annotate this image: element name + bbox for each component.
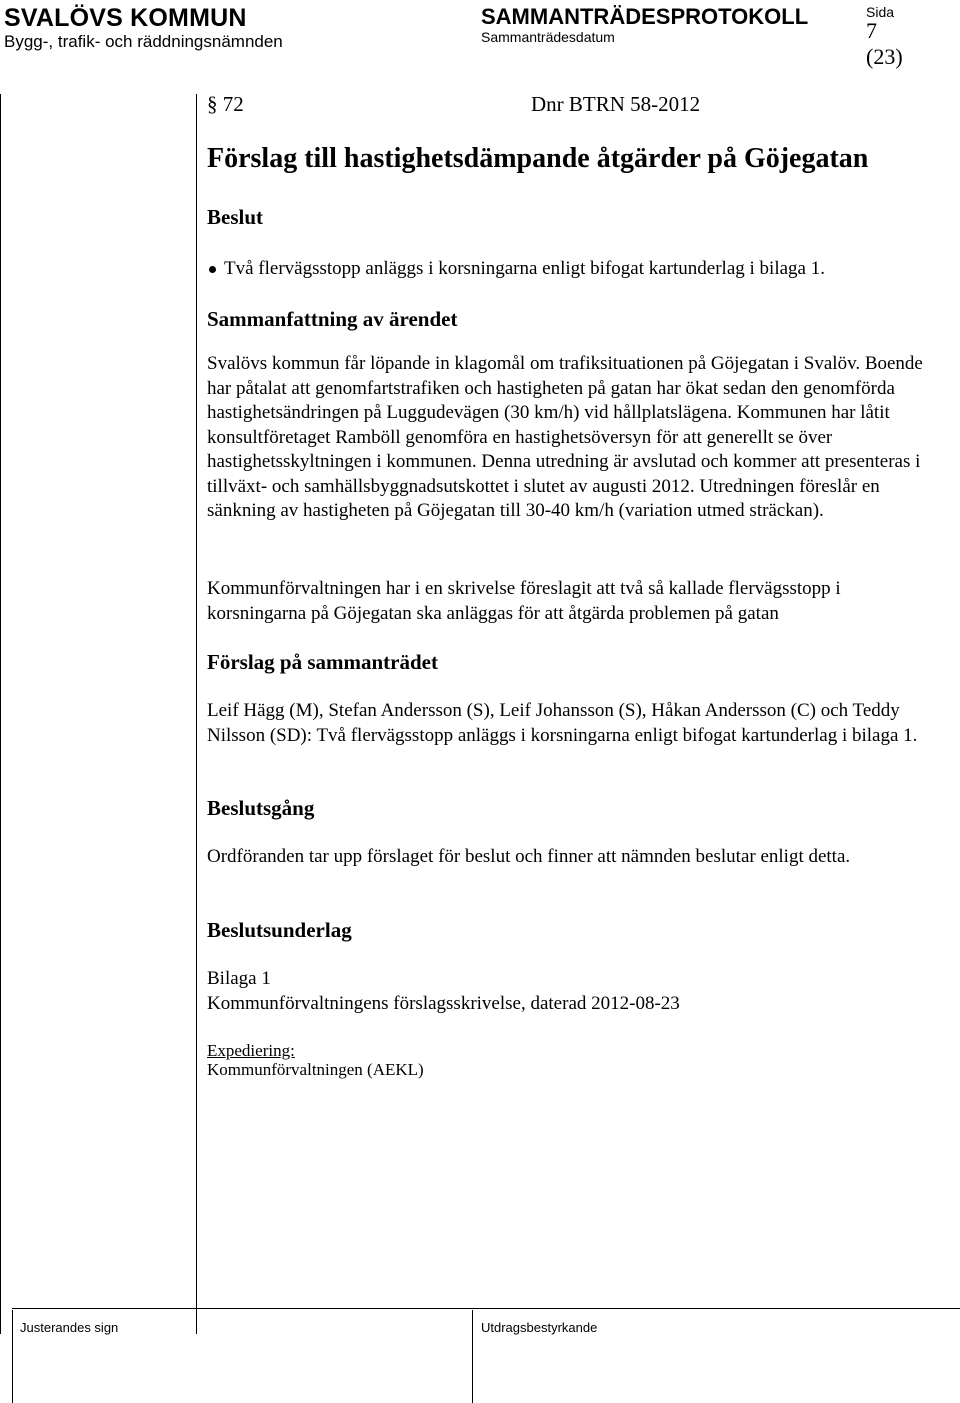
proposal-heading: Förslag på sammanträdet xyxy=(207,650,438,674)
summary-paragraph-2: Kommunförvaltningen har i en skrivelse föreslagit att två så kallade flervägsstopp i korsningarna på Göjegatan ska anläggas för att åtgärda problemen på gatan xyxy=(207,578,841,624)
footer-divider xyxy=(472,1310,473,1403)
dispatch-label: Expediering: xyxy=(207,1041,295,1060)
basis-item: Bilaga 1 xyxy=(207,968,271,989)
case-dnr: Dnr BTRN 58-2012 xyxy=(531,92,701,116)
footer-certification-label: Utdragsbestyrkande xyxy=(481,1320,598,1335)
footer-rule xyxy=(12,1308,960,1309)
procedure-text: Ordföranden tar upp förslaget för beslut och finner att nämnden beslutar enligt detta. xyxy=(207,846,851,867)
document-title: SAMMANTRÄDESPROTOKOLL xyxy=(481,4,809,29)
case-title: Förslag till hastighetsdämpande åtgärder på Göjegatan xyxy=(207,143,869,174)
footer-signature-label: Justerandes sign xyxy=(20,1320,119,1335)
summary-heading: Sammanfattning av ärendet xyxy=(207,307,458,331)
summary-paragraph-1: Svalövs kommun får löpande in klagomål om trafiksituationen på Göjegatan i Svalöv. Boende har påtalat att genomfartstrafiken och hastigheten på gatan har ökat sedan den genomförda hastighetsändringen på Luggudevägen (30 km/h) vid hållplatslägena. Kommunen har låtit konsultföretaget Ramböll genomföra en hastighetsöversyn för att generellt se över hastighetsskyltningen i kommunen. Denna utredning är avslutad och kommer att presenteras i tillväxt- och samhällsbyggnadsutskottet i slutet av augusti 2012. Utredningen föreslår en sänkning av hastigheten på Göjegatan till 30-40 km/h (variation utmed sträckan). xyxy=(207,353,923,521)
basis-heading: Beslutsunderlag xyxy=(207,918,352,942)
column-rule xyxy=(196,94,197,1334)
procedure-heading: Beslutsgång xyxy=(207,796,315,820)
left-margin-rule xyxy=(0,94,1,1334)
page-label: Sida xyxy=(866,4,895,20)
bullet-icon xyxy=(209,266,216,273)
board-name: Bygg-, trafik- och räddningsnämnden xyxy=(4,32,283,51)
dispatch-recipient: Kommunförvaltningen (AEKL) xyxy=(207,1060,424,1079)
meeting-date-label: Sammanträdesdatum xyxy=(481,29,615,45)
beslut-item xyxy=(207,258,825,280)
beslut-heading: Beslut xyxy=(207,205,264,229)
page-total: (23) xyxy=(866,44,903,69)
basis-item: Kommunförvaltningens förslagsskrivelse, daterad 2012-08-23 xyxy=(207,993,680,1014)
org-name: SVALÖVS KOMMUN xyxy=(4,4,247,32)
section-number: § 72 xyxy=(207,92,244,116)
page-number: 7 xyxy=(866,18,877,43)
beslut-text: Två flervägsstopp anläggs i korsningarna enligt bifogat kartunderlag i bilaga 1. xyxy=(224,258,825,279)
footer-divider xyxy=(12,1310,13,1403)
proposal-text: Leif Hägg (M), Stefan Andersson (S), Leif Johansson (S), Håkan Andersson (C) och Teddy Nilsson (SD): Två flervägsstopp anläggs i korsningarna enligt bifogat kartunderlag i bilaga 1. xyxy=(207,700,918,746)
